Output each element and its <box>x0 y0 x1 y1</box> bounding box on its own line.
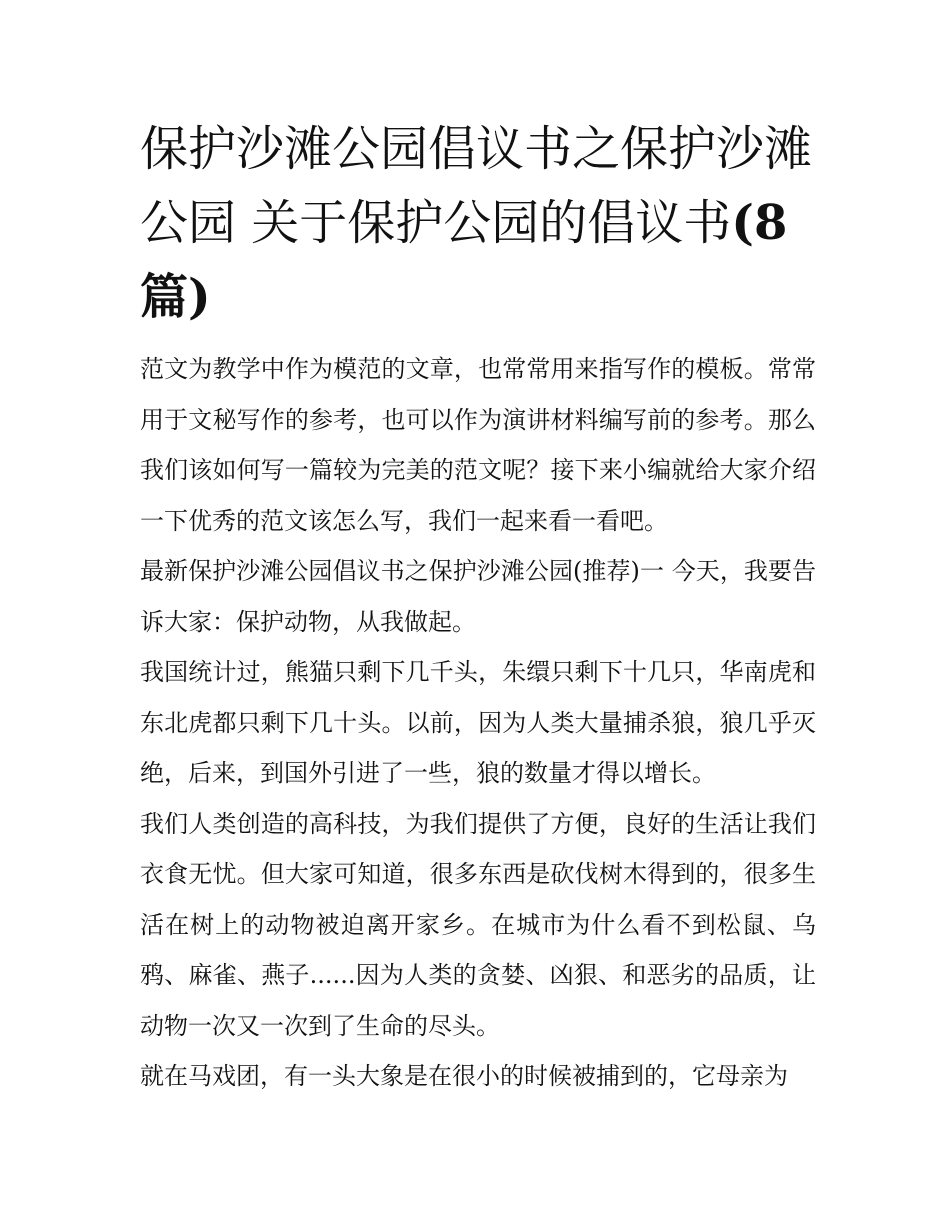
paragraph-4: 就在马戏团，有一头大象是在很小的时候被捕到的，它母亲为 <box>140 1062 788 1090</box>
paragraph-3: 我们人类创造的高科技，为我们提供了方便，良好的生活让我们衣食无忧。但大家可知道，很多东西是砍伐树木得到的，很多生活在树上的动物被迫离开家乡。在城市为什么看不到松鼠、乌鸦、麻雀、燕子......因为人类的贪婪、凶狠、和恶劣的品质，让动物一次又一次到了生命的尽头。 <box>140 809 816 1040</box>
document-title <box>140 112 816 334</box>
paragraph-1: 最新保护沙滩公园倡议书之保护沙滩公园(推荐)一 今天，我要告诉大家：保护动物，从我做起。 <box>140 557 816 636</box>
paragraph-2: 我国统计过，熊猫只剩下几千头，朱缳只剩下十几只，华南虎和东北虎都只剩下几十头。以前，因为人类大量捕杀狼，狼几乎灭绝，后来，到国外引进了一些，狼的数量才得以增长。 <box>140 658 816 787</box>
document-title-main: 保护沙滩公园倡议书之保护沙滩公园 关于保护公园的倡议书 <box>140 121 813 251</box>
document-title-tail: (8 篇) <box>140 195 788 325</box>
document-page <box>140 112 816 1102</box>
paragraph-intro: 范文为教学中作为模范的文章，也常常用来指写作的模板。常常用于文秘写作的参考，也可以作为演讲材料编写前的参考。那么我们该如何写一篇较为完美的范文呢？接下来小编就给大家介绍一下优秀的范文该怎么写，我们一起来看一看吧。 <box>140 355 816 535</box>
